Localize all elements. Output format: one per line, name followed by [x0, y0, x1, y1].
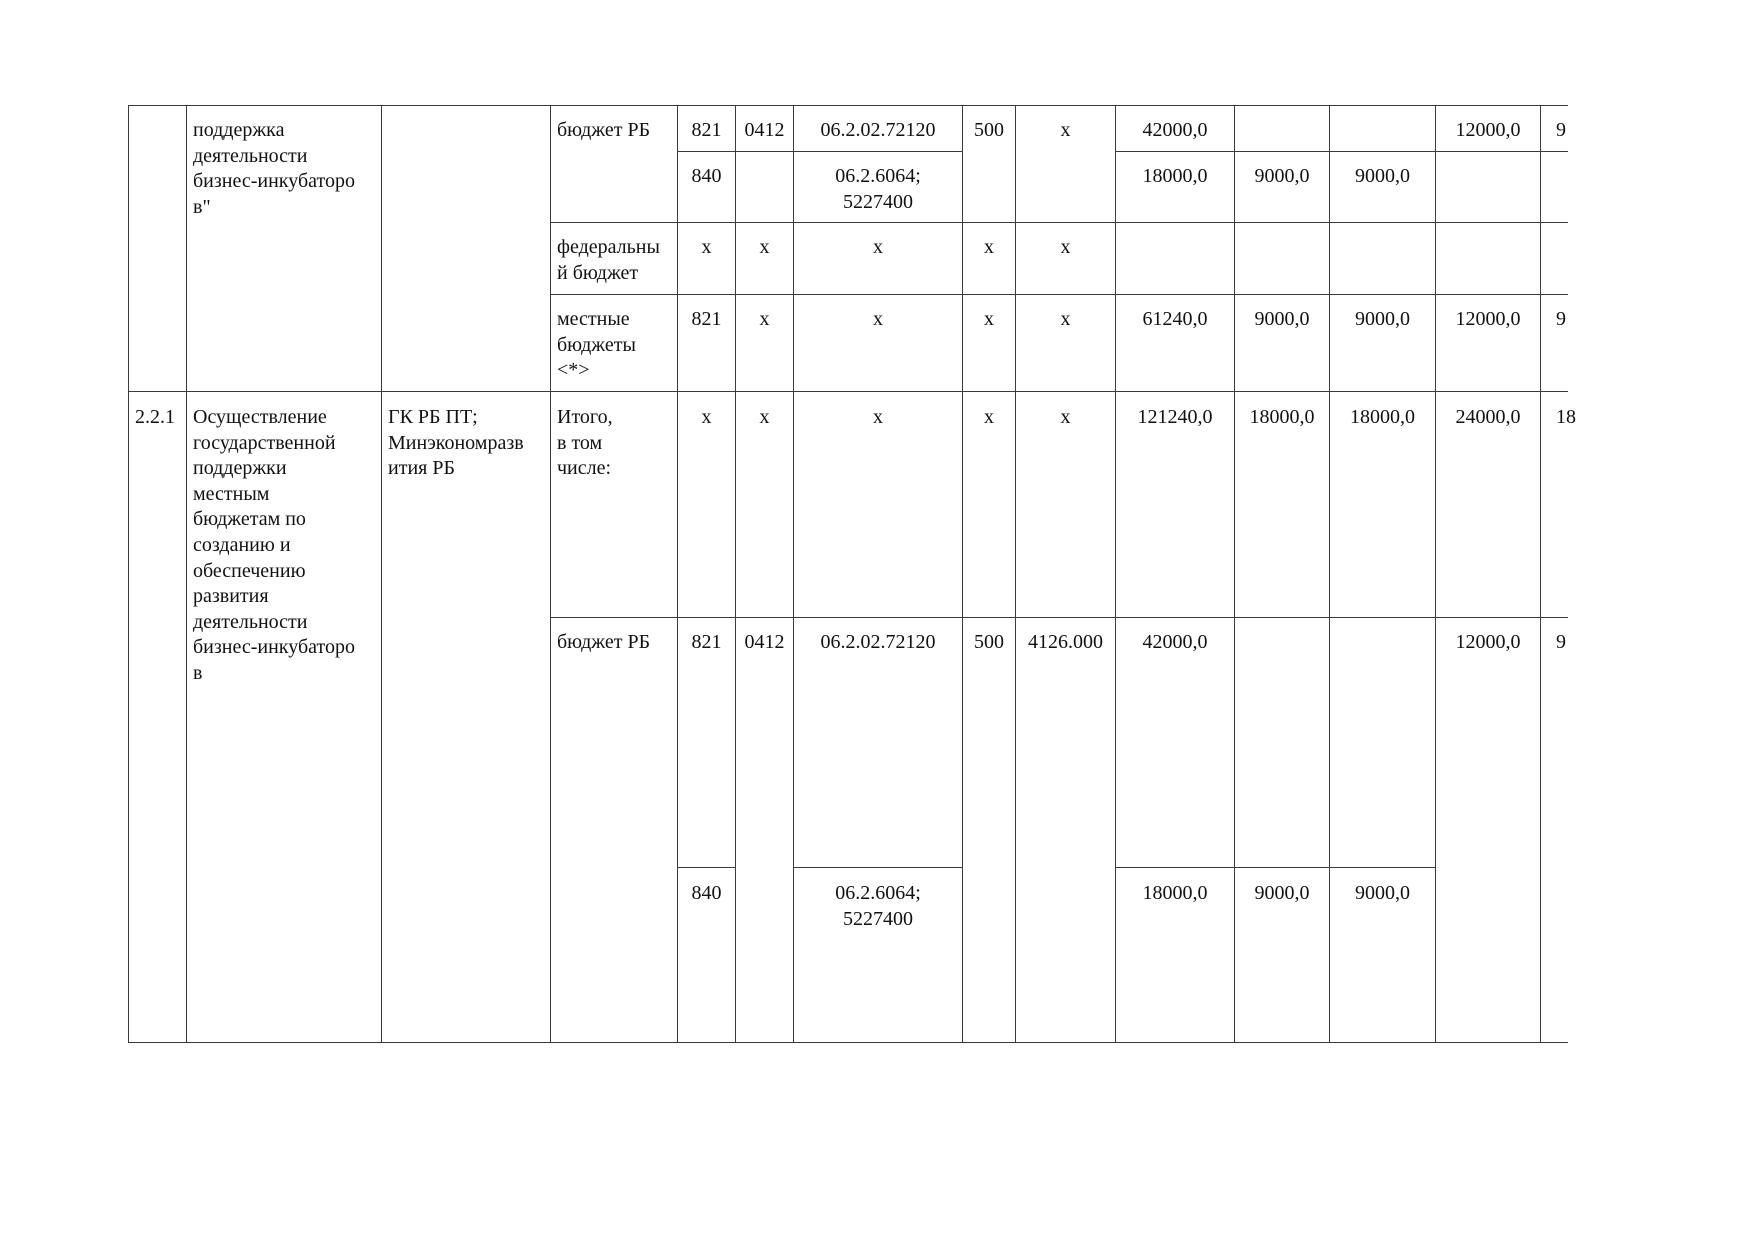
csr-code: 06.2.02.72120 — [820, 631, 936, 653]
year-1-amount — [1235, 112, 1329, 151]
year-2-amount — [1330, 624, 1435, 867]
row-divider — [793, 867, 963, 868]
total-amount: 42000,0 — [1142, 119, 1208, 141]
funding-source: местные бюджеты <*> — [557, 308, 636, 382]
table-bottom-border — [128, 1042, 1568, 1043]
year-2-amount: 18000,0 — [1350, 406, 1415, 428]
year-3-amount: 12000,0 — [1455, 631, 1521, 653]
year-1-amount: 9000,0 — [1254, 165, 1310, 187]
grbs-code: 840 — [691, 882, 722, 904]
year-3-amount — [1436, 158, 1540, 222]
grbs-code: х — [701, 406, 712, 428]
kosgu-code: х — [1060, 308, 1071, 330]
table-top-border — [128, 105, 1568, 106]
row-divider — [677, 867, 736, 868]
item-number: 2.2.1 — [135, 406, 175, 428]
row-divider — [550, 222, 1568, 223]
year-1-amount — [1235, 229, 1329, 294]
year-1-amount: 18000,0 — [1249, 406, 1315, 428]
year-4-amount-clipped: 18 — [1556, 406, 1576, 428]
year-2-amount — [1330, 229, 1435, 294]
total-amount — [1116, 229, 1234, 294]
measure-name-continued: поддержка деятельности бизнес-инкубаторо в" — [193, 119, 355, 218]
grbs-code: 821 — [691, 308, 722, 330]
year-4-amount-clipped: 9 — [1556, 308, 1566, 330]
rzpr-code: х — [759, 308, 770, 330]
kosgu-code: х — [1060, 119, 1071, 141]
rzpr-code: 0412 — [744, 631, 785, 653]
kosgu-code: х — [1060, 236, 1071, 258]
measure-name: Осуществление государственной поддержки местным бюджетам по созданию и обеспечению развития деятельности бизнес-инкубаторо в — [193, 406, 355, 684]
rzpr-code: х — [759, 406, 770, 428]
year-4-amount-clipped: 9 — [1556, 631, 1566, 653]
csr-code: х — [873, 236, 883, 258]
grbs-code: 821 — [691, 631, 722, 653]
grbs-code: 821 — [691, 119, 722, 141]
funding-source: бюджет РБ — [557, 631, 651, 653]
year-2-amount: 9000,0 — [1355, 882, 1410, 904]
csr-code: 06.2.6064; 5227400 — [835, 165, 921, 213]
funding-source: бюджет РБ — [557, 119, 651, 141]
row-divider — [677, 151, 963, 152]
row-divider — [128, 391, 1568, 392]
row-divider — [550, 617, 1568, 618]
total-amount: 42000,0 — [1142, 631, 1208, 653]
vr-code: х — [984, 236, 994, 258]
total-amount: 121240,0 — [1137, 406, 1213, 428]
year-3-amount: 24000,0 — [1455, 406, 1521, 428]
grbs-code: 840 — [691, 165, 722, 187]
csr-code: 06.2.02.72120 — [820, 119, 936, 141]
total-amount: 18000,0 — [1142, 882, 1208, 904]
vr-code: 500 — [974, 119, 1004, 141]
row-divider — [1115, 151, 1568, 152]
year-3-amount — [1436, 229, 1540, 294]
year-3-amount: 12000,0 — [1455, 119, 1521, 141]
year-1-amount — [1235, 624, 1329, 867]
csr-code: х — [873, 406, 883, 428]
kosgu-code: х — [1060, 406, 1071, 428]
row-divider — [550, 294, 1568, 295]
year-2-amount: 9000,0 — [1355, 308, 1410, 330]
csr-code: х — [873, 308, 883, 330]
year-1-amount: 9000,0 — [1254, 308, 1310, 330]
vr-code: х — [984, 406, 994, 428]
kosgu-code: 4126.000 — [1028, 631, 1103, 653]
funding-source: федеральны й бюджет — [557, 236, 660, 284]
vr-code: х — [984, 308, 994, 330]
year-3-amount: 12000,0 — [1455, 308, 1521, 330]
year-2-amount: 9000,0 — [1355, 165, 1410, 187]
grbs-code: х — [701, 236, 712, 258]
rzpr-code: 0412 — [744, 119, 785, 141]
year-4-amount-clipped: 9 — [1556, 119, 1566, 141]
vr-code: 500 — [974, 631, 1004, 653]
row-divider — [1115, 867, 1436, 868]
csr-code: 06.2.6064; 5227400 — [835, 882, 921, 930]
year-1-amount: 9000,0 — [1254, 882, 1310, 904]
year-2-amount — [1330, 112, 1435, 151]
executor: ГК РБ ПТ; Минэкономразв ития РБ — [388, 406, 524, 480]
rzpr-code: х — [759, 236, 770, 258]
total-amount: 18000,0 — [1142, 165, 1208, 187]
funding-source: Итого, в том числе: — [557, 406, 613, 480]
total-amount: 61240,0 — [1142, 308, 1208, 330]
